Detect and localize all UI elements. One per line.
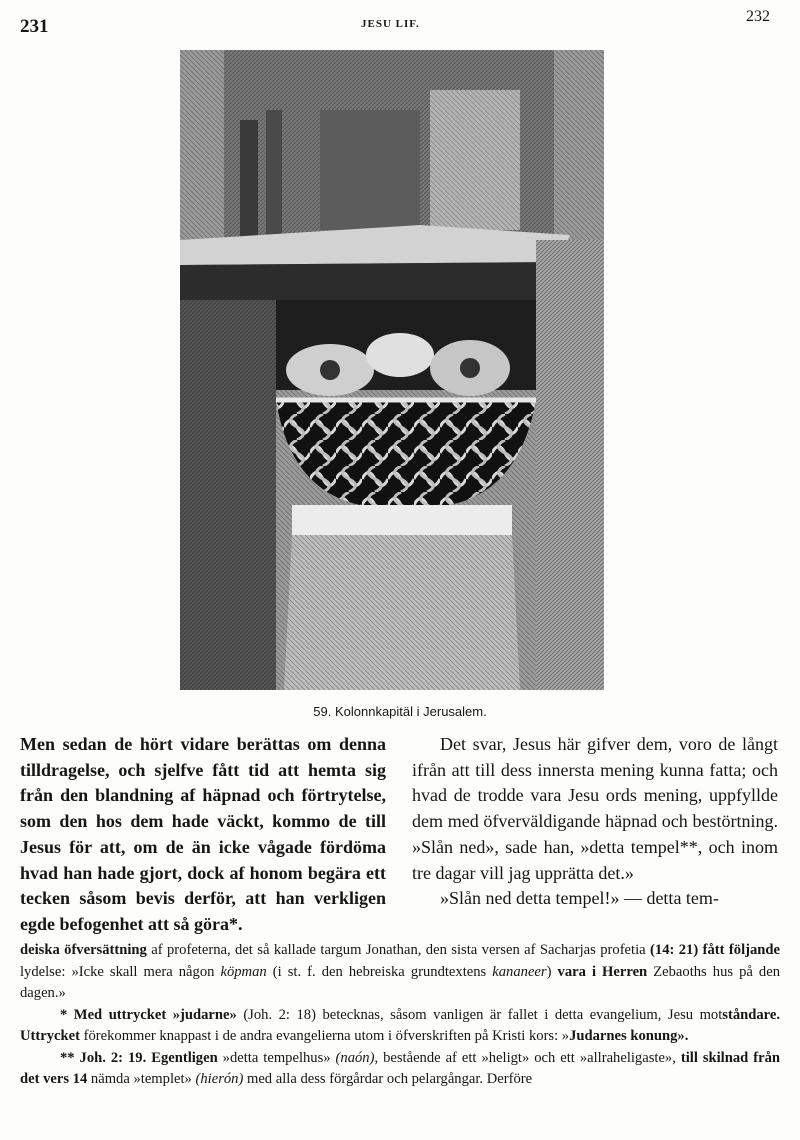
body-column-right bbox=[412, 732, 778, 912]
running-title: JESU LIF. bbox=[361, 18, 420, 30]
page-number-right: 232 bbox=[746, 8, 770, 25]
body-paragraph: »Slån ned detta tempel!» — detta tem- bbox=[440, 888, 719, 909]
footnote-1: * Med uttrycket »judarne» (Joh. 2: 18) betecknas, såsom vanligen är fallet i detta evangelium, Jesu motståndare. Uttrycket förekommer knappast i de andra evangelierna utom i öfverskriften på Kristi kors: »Judarnes konung». bbox=[20, 1006, 780, 1044]
page-number-left: 231 bbox=[20, 16, 49, 37]
body-column-left bbox=[20, 732, 386, 938]
figure-caption-text: Kolonnkapitäl i Jerusalem. bbox=[334, 704, 487, 719]
running-header bbox=[0, 6, 800, 37]
footnotes bbox=[20, 940, 780, 1091]
body-paragraph: Men sedan de hört vidare berättas om denna tilldragelse, och sjelfve fått tid att hemta sig från den blandning af häpnad och förtrytelse, som den hos dem hade väckt, kommo de till Jesus för att, om de än icke vågade fördöma hvad han hade gjort, dock af honom begära ett tecken såsom bevis derför, att han verkligen egde befogenhet att så göra*. bbox=[20, 734, 386, 934]
body-paragraph: Det svar, Jesus här gifver dem, voro de långt ifrån att till dess innersta mening kunna fatta; och hvad de trodde vara Jesu ords mening, uppfyllde dem med öfverväldigande häpnad och bestörtning. »Slån ned», sade han, »detta tempel**, och inom tre dagar vill jag upprätta det.» bbox=[412, 734, 778, 883]
column-capital-engraving bbox=[180, 50, 604, 690]
figure-caption bbox=[0, 704, 800, 719]
figure-number: 59. bbox=[313, 704, 332, 719]
footnote-2: ** Joh. 2: 19. Egentligen »detta tempelhus» (naón), bestående af ett »heligt» och ett »allraheligaste», till skilnad från det vers 14 nämda »templet» (hierón) med alla dess förgårdar och pelargångar. Derföre bbox=[20, 1049, 780, 1087]
engraving-image bbox=[180, 50, 604, 690]
footnote-continued: deiska öfversättning af profeterna, det så kallade targum Jonathan, den sista versen af Sacharjas profetia (14: 21) fått följande lydelse: »Icke skall mera någon köpman (i st. f. den hebreiska grundtextens kananeer) vara i Herren Zebaoths hus på den dagen.» bbox=[20, 942, 781, 1001]
